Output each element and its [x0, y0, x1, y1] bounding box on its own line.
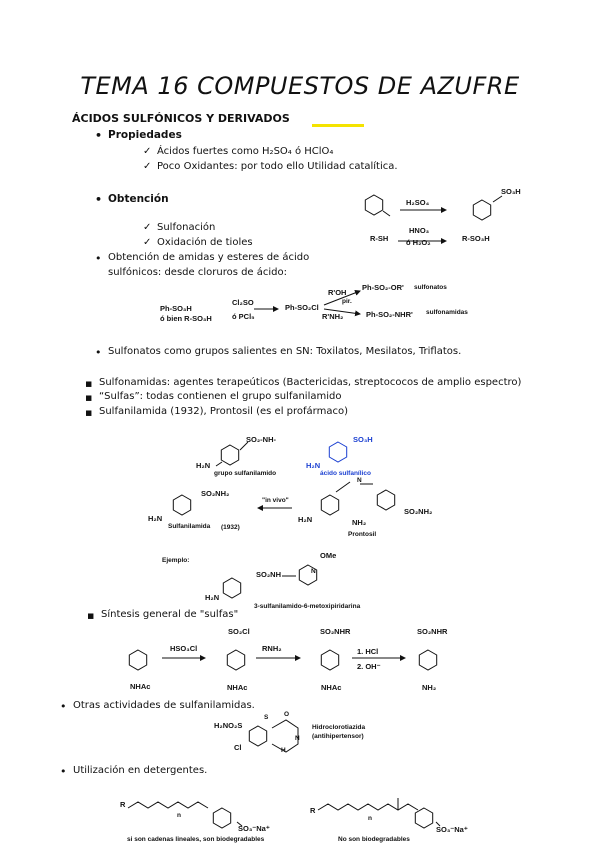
- sulfas-item: ▪ “Sulfas”: todas contienen el grupo sulfanilamido: [99, 391, 341, 402]
- sulfanilamida-so2nh2: SO₂NH₂: [201, 489, 230, 498]
- ejemplo-h2n: H₂N: [205, 593, 220, 602]
- sintesis-nhac-2: NHAc: [227, 683, 248, 692]
- amidas-reagent-1: Cl₂SO: [232, 298, 254, 307]
- ejemplo-n: N: [311, 568, 316, 575]
- detergent-1-chain: [128, 802, 208, 808]
- otras-text: • Otras actividades de sulfanilamidas.: [73, 700, 255, 711]
- sintesis-step-2: 2. OH⁻: [357, 662, 381, 671]
- sintesis-so2cl: SO₂Cl: [228, 627, 250, 636]
- htz-cl: Cl: [234, 743, 242, 752]
- amidas-start-1: Ph-SO₃H: [160, 304, 192, 313]
- sulfonamide-product: Ph-SO₂-NHR': [366, 310, 413, 319]
- sulfonatos-text: • Sulfonatos como grupos salientes en SN: Toxilatos, Mesilatos, Triflatos.: [108, 346, 461, 357]
- htz-name-2: (antihipertensor): [312, 733, 364, 740]
- detergent-1-so3na: SO₃⁻Na⁺: [238, 824, 270, 833]
- sulfonyl-chloride: Ph-SO₂Cl: [285, 303, 319, 312]
- detergent-1-n: n: [177, 812, 181, 819]
- detergent-2-caption: No son biodegradables: [338, 836, 410, 843]
- htz-h2no2s: H₂NO₂S: [214, 721, 243, 730]
- sintesis-ring-2: [227, 650, 244, 670]
- detergent-2-r: R: [310, 806, 316, 815]
- sintesis-nhac-1: NHAc: [130, 682, 151, 691]
- oxidation-product: R-SO₃H: [462, 234, 490, 243]
- sintesis-reagent-1: HSO₃Cl: [170, 644, 198, 653]
- benzene-substituent: [383, 211, 390, 216]
- detergentes-text: • Utilización en detergentes.: [73, 765, 207, 776]
- pyridine-label: pir.: [342, 298, 352, 305]
- detergent-2-n: n: [368, 815, 372, 822]
- htz-s: S: [264, 714, 269, 721]
- prontosil-nh2: NH₂: [352, 518, 367, 527]
- amidas-start-2: ó bien R-SO₃H: [160, 314, 212, 323]
- sintesis-so2nhr-1: SO₂NHR: [320, 627, 351, 636]
- sintesis-step-1: 1. HCl: [357, 647, 379, 656]
- htz-name-1: Hidroclorotiazida: [312, 724, 366, 731]
- detergent-2-so3na: SO₃⁻Na⁺: [436, 825, 468, 834]
- ejemplo-ome: OMe: [320, 551, 337, 560]
- amine-reagent: R'NH₂: [322, 312, 344, 321]
- ejemplo-ring-2: [299, 565, 316, 585]
- obtencion-item-2: ✓ Oxidación de tioles: [157, 237, 253, 248]
- sintesis-reagent-2: RNH₂: [262, 644, 282, 653]
- section-heading: ÁCIDOS SULFÓNICOS Y DERIVADOS: [72, 112, 290, 125]
- sulfanilamida-h2n: H₂N: [148, 514, 163, 523]
- grupo-sulfanilamido-label: grupo sulfanilamido: [214, 470, 277, 477]
- oxidation-reagent-a: HNO₃: [409, 226, 430, 235]
- sulfanilamido-so2nh: SO₂-NH-: [246, 435, 276, 444]
- sintesis-nhac-3: NHAc: [321, 683, 342, 692]
- propiedades-item-1: ✓ Ácidos fuertes como H₂SO₄ ó HClO₄: [157, 146, 333, 157]
- amidas-reagent-2: ó PCl₅: [232, 312, 255, 321]
- prontosil-ring-1: [321, 495, 338, 515]
- product-substituent: [493, 196, 502, 202]
- benzene-ring: [365, 195, 382, 215]
- htz-n: N: [295, 735, 300, 742]
- page-title: TEMA 16 COMPUESTOS DE AZUFRE: [80, 72, 520, 100]
- sulfonamidas-item: ▪ Sulfonamidas: agentes terapeúticos (Bactericidas, streptococos de amplio espectro): [99, 377, 521, 388]
- sintesis-nh2: NH₂: [422, 683, 437, 692]
- sulfanilamida-label: Sulfanilamida: [168, 523, 211, 530]
- ejemplo-so2nh: SO₂NH: [256, 570, 282, 579]
- alcohol-reagent: R'OH: [328, 288, 347, 297]
- sulfanilic-ring: [329, 442, 346, 462]
- htz-ring: [249, 726, 266, 746]
- sulfonate-arrow: [324, 291, 360, 305]
- sulfanilamido-ring: [221, 445, 238, 465]
- sulfonation-product: SO₃H: [501, 187, 521, 196]
- detergent-1-caption: si son cadenas lineales, son biodegradables: [127, 836, 265, 843]
- detergent-2-ring: [415, 808, 432, 828]
- detergent-2-chain: [318, 804, 418, 810]
- htz-o: O: [284, 711, 290, 718]
- sulfonate-label: sulfonatos: [414, 284, 447, 291]
- ejemplo-ring-1: [223, 578, 240, 598]
- sulfonate-product: Ph-SO₂-OR': [362, 283, 404, 292]
- sulfanilamida-year: (1932): [221, 524, 240, 531]
- sulfanilic-h2n: H₂N: [306, 461, 321, 470]
- amidas-text-2: sulfónicos: desde cloruros de ácido:: [108, 267, 288, 278]
- acido-sulfanilico-label: ácido sulfanílico: [320, 470, 371, 477]
- azo-n: N: [357, 477, 362, 484]
- propiedades-heading: • Propiedades: [108, 129, 182, 141]
- obtencion-item-1: ✓ Sulfonación: [157, 222, 215, 233]
- sintesis-so2nhr-2: SO₂NHR: [417, 627, 448, 636]
- sulfonamide-arrow: [324, 309, 360, 314]
- thiol-start: R-SH: [370, 234, 389, 243]
- sintesis-heading: ▪ Síntesis general de "sulfas": [101, 609, 238, 620]
- sulfonation-reagent: H₂SO₄: [406, 198, 430, 207]
- obtencion-heading: • Obtención: [108, 193, 169, 205]
- htz-h: H: [281, 747, 286, 754]
- ejemplo-name: 3-sulfanilamido-6-metoxipiridarina: [254, 603, 361, 610]
- detergent-1-ring: [213, 808, 230, 828]
- sulfanilamida-ring: [173, 495, 190, 515]
- sulfonic-ring: [473, 200, 490, 220]
- prontosil-h2n: H₂N: [298, 515, 313, 524]
- sulfanilic-so3h: SO₃H: [353, 435, 373, 444]
- prontosil-so2nh2: SO₂NH₂: [404, 507, 433, 516]
- sulfanilamida-item: ▪ Sulfanilamida (1932), Prontosil (es el profármaco): [99, 406, 348, 417]
- prontosil-ring-2: [377, 490, 394, 510]
- in-vivo-label: "in vivo": [262, 497, 289, 504]
- amidas-text-1: • Obtención de amidas y esteres de ácido: [108, 252, 309, 263]
- propiedades-item-2: ✓ Poco Oxidantes: por todo ello Utilidad catalítica.: [157, 161, 398, 172]
- detergent-1-r: R: [120, 800, 126, 809]
- sintesis-ring-1: [129, 650, 146, 670]
- sulfonamide-label: sulfonamidas: [426, 309, 468, 316]
- sulfanilamido-h2n: H₂N: [196, 461, 211, 470]
- oxidation-reagent-b: ó H₂O₂: [406, 238, 431, 247]
- sintesis-ring-4: [419, 650, 436, 670]
- sintesis-ring-3: [321, 650, 338, 670]
- ejemplo-label: Ejemplo:: [162, 557, 190, 564]
- prontosil-label: Prontosil: [348, 531, 377, 538]
